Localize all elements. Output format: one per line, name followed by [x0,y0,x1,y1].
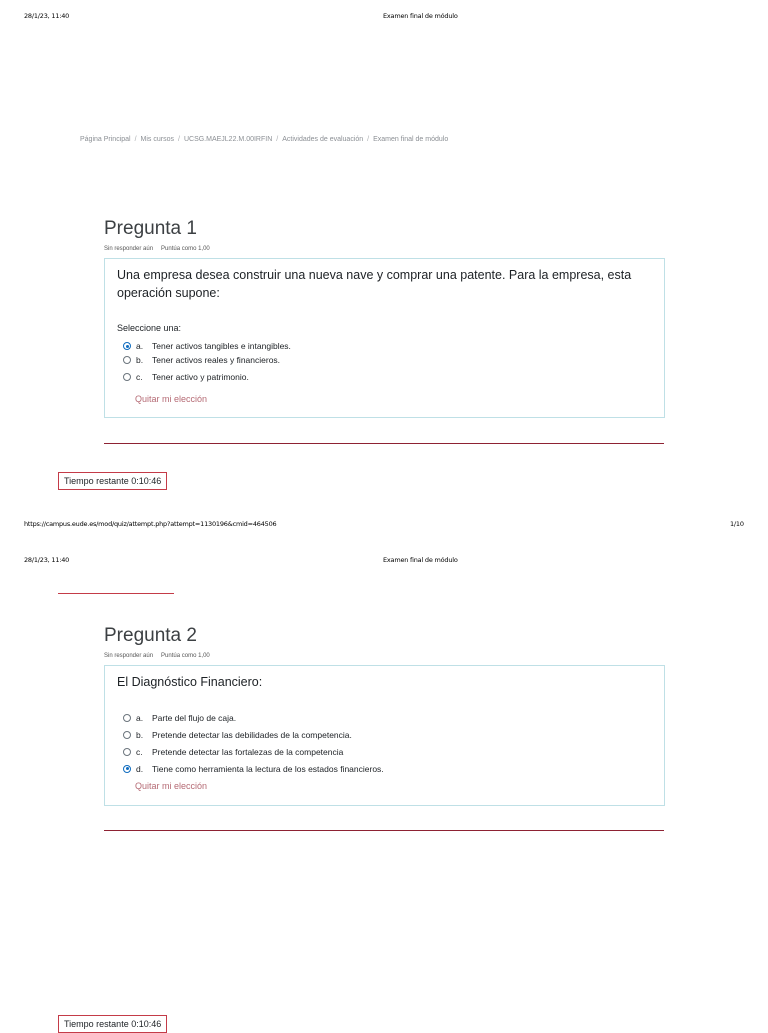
question-1-score: Puntúa como 1,00 [161,246,210,252]
question-2-text: El Diagnóstico Financiero: [117,675,263,689]
breadcrumb-separator: / [134,136,137,143]
question-1-options [123,339,291,384]
breadcrumb-activities[interactable]: Actividades de evaluación [282,136,364,143]
question-2-title: Pregunta 2 [104,625,197,646]
option-c[interactable] [123,743,384,760]
breadcrumb-my-courses[interactable]: Mis cursos [140,136,174,143]
option-letter: c. [136,746,143,757]
radio-checked-icon[interactable] [123,342,131,350]
option-text: Pretende detectar las fortalezas de la competencia [152,746,344,757]
clear-choice-link[interactable]: Quitar mi elección [135,394,208,404]
radio-icon[interactable] [123,731,131,739]
option-text: Parte del flujo de caja. [152,712,237,723]
option-letter: a. [136,341,144,351]
breadcrumb-course[interactable]: UCSG.MAEJL22.M.00IRFIN [183,136,273,143]
breadcrumb-separator: / [276,136,279,143]
print-datetime: 28/1/23, 11:40 [24,12,70,20]
option-text: Tener activos reales y financieros. [152,355,281,365]
breadcrumb-exam[interactable]: Examen final de módulo [373,136,449,143]
question-1-title: Pregunta 1 [104,218,197,239]
breadcrumb-separator: / [367,136,370,143]
question-2-meta [104,653,210,659]
print-datetime: 28/1/23, 11:40 [24,556,70,564]
question-2-options [123,709,384,777]
print-url: https://campus.eude.es/mod/quiz/attempt.php?attempt=1130196&cmid=464506 [24,520,277,528]
clear-choice-link[interactable]: Quitar mi elección [135,781,208,791]
print-title: Examen final de módulo [383,556,458,564]
breadcrumb-separator: / [178,136,180,143]
question-1-meta [104,246,210,252]
timer-box: Tiempo restante 0:10:46 [58,1015,167,1033]
select-label: Seleccione una: [117,323,182,333]
option-c[interactable] [123,370,291,384]
timer-border-fragment [58,593,174,594]
radio-icon[interactable] [123,356,131,364]
timer-box: Tiempo restante 0:10:46 [58,472,167,490]
breadcrumb-home[interactable]: Página Principal [80,136,131,143]
print-page-number: 1/10 [730,520,744,528]
question-2-box [104,665,665,806]
option-letter: b. [136,729,144,740]
option-letter: d. [136,763,144,774]
option-a[interactable] [123,709,384,726]
radio-icon[interactable] [123,373,131,381]
question-1-status: Sin responder aún [104,246,154,252]
option-letter: c. [136,372,143,382]
option-b[interactable] [123,726,384,743]
option-letter: b. [136,355,144,365]
radio-icon[interactable] [123,714,131,722]
radio-icon[interactable] [123,748,131,756]
option-text: Pretende detectar las debilidades de la competencia. [152,729,352,740]
question-2-score: Puntúa como 1,00 [161,653,210,659]
question-1-text: Una empresa desea construir una nueva nave y comprar una patente. Para la empresa, esta operación supone: [117,268,632,300]
option-text: Tener activos tangibles e intangibles. [152,341,291,351]
question-divider [104,830,664,831]
option-text: Tiene como herramienta la lectura de los estados financieros. [152,763,384,774]
question-1-box [104,258,665,418]
question-2-status: Sin responder aún [104,653,154,659]
option-letter: a. [136,712,144,723]
option-b[interactable] [123,353,291,367]
breadcrumb [80,136,448,143]
option-d[interactable] [123,760,384,777]
option-text: Tener activo y patrimonio. [152,372,249,382]
question-divider [104,443,664,444]
option-a[interactable] [123,339,291,353]
radio-checked-icon[interactable] [123,765,131,773]
print-title: Examen final de módulo [383,12,458,20]
